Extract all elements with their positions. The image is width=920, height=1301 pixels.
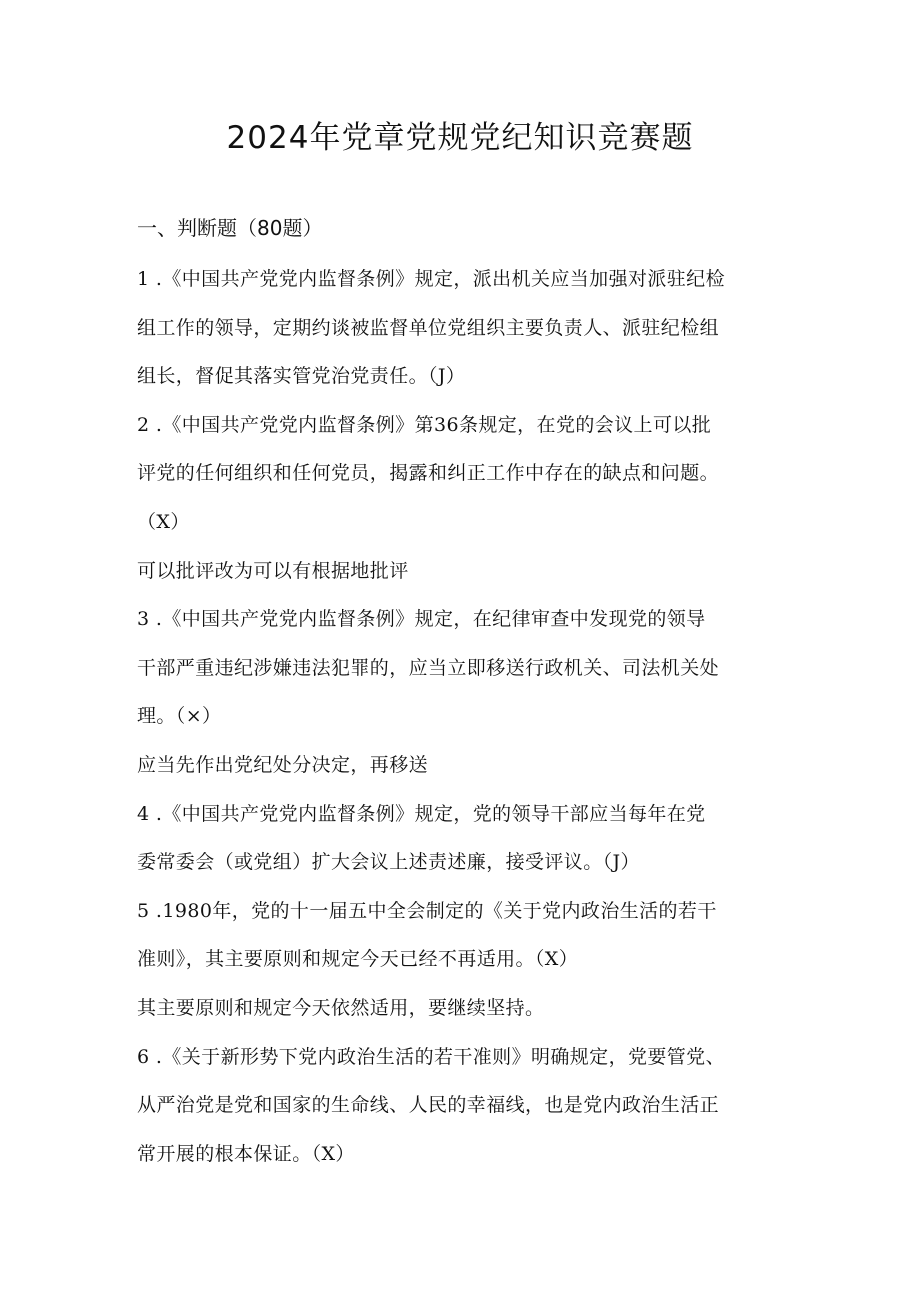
text-line: 6 .《关于新形势下党内政治生活的若干准则》明确规定，党要管党、	[137, 1045, 725, 1068]
text-line: 4 .《中国共产党党内监督条例》规定，党的领导干部应当每年在党	[137, 802, 706, 825]
correction-note: 应当先作出党纪处分决定，再移送	[137, 753, 429, 776]
text-line: 3 .《中国共产党党内监督条例》规定，在纪律审查中发现党的领导	[137, 608, 706, 631]
text-line: 干部严重违纪涉嫌违法犯罪的，应当立即移送行政机关、司法机关处	[137, 656, 720, 679]
text-line: 从严治党是党和国家的生命线、人民的幸福线，也是党内政治生活正	[137, 1094, 720, 1117]
text-line: 评党的任何组织和任何党员，揭露和纠正工作中存在的缺点和问题。	[137, 462, 720, 485]
text-line: 理。（×）	[137, 705, 222, 728]
text-line: 1 .《中国共产党党内监督条例》规定，派出机关应当加强对派驻纪检	[137, 268, 725, 290]
text-line: 5 .1980年，党的十一届五中全会制定的《关于党内政治生活的若干	[137, 899, 717, 922]
text-line: （X）	[137, 510, 190, 533]
text-line: 常开展的根本保证。（X）	[137, 1142, 355, 1165]
text-line: 组长，督促其落实管党治党责任。（J）	[137, 365, 466, 388]
section-heading: 一、判断题（80题）	[137, 216, 323, 240]
question-body	[137, 255, 797, 1178]
text-line: 组工作的领导，定期约谈被监督单位党组织主要负责人、派驻纪检组	[137, 316, 720, 339]
correction-note: 其主要原则和规定今天依然适用，要继续坚持。	[137, 996, 545, 1019]
correction-note: 可以批评改为可以有根据地批评	[137, 559, 409, 582]
text-line: 委常委会（或党组）扩大会议上述责述廉，接受评议。（J）	[137, 851, 640, 874]
text-line: 准则》，其主要原则和规定今天已经不再适用。（X）	[137, 948, 579, 971]
document-title: 2024年党章党规党纪知识竞赛题	[226, 120, 694, 156]
text-line: 2 .《中国共产党党内监督条例》第36条规定，在党的会议上可以批	[137, 413, 712, 436]
